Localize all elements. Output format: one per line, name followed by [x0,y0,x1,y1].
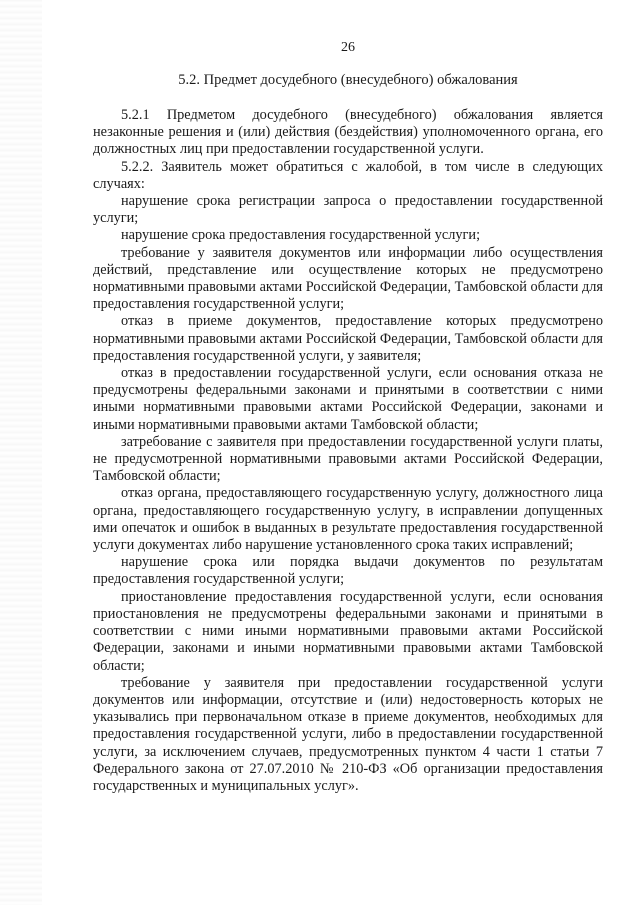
section-title: 5.2. Предмет досудебного (внесудебного) обжалования [178,72,518,88]
list-item: отказ органа, предоставляющего государственную услугу, должностного лица органа, предоставляющего государственную услугу, в исправлении допущенных ими опечаток и ошибок в выданных в результате предоставления государственной услуги документах либо нарушение установленного срока таких исправлений; [93,485,603,554]
list-item: отказ в приеме документов, предоставление которых предусмотрено нормативными правовыми актами Российской Федерации, Тамбовской области для предоставления государственной услуги, у заявителя; [93,313,603,364]
scan-edge-noise [0,0,42,905]
paragraph-5-2-2: 5.2.2. Заявитель может обратиться с жалобой, в том числе в следующих случаях: [93,158,603,192]
document-page [93,40,603,795]
list-item: требование у заявителя при предоставлении государственной услуги документов или информации, отсутствие и (или) недостоверность которых не указывались при первоначальном отказе в приеме документов, необходимых для предоставления государственной услуги, либо в предоставлении государственной услуги, за исключением случаев, предусмотренных пунктом 4 части 1 статьи 7 Федерального закона от 27.07.2010 № 210-ФЗ «Об организации предоставления государственных и муниципальных услуг». [93,674,603,794]
list-item: приостановление предоставления государственной услуги, если основания приостановления не предусмотрены федеральными законами и принятыми в соответствии с ними иными нормативными правовыми актами Российской Федерации, законами и иными нормативными правовыми актами Тамбовской области; [93,588,603,674]
list-item: отказ в предоставлении государственной услуги, если основания отказа не предусмотрены федеральными законами и принятыми в соответствии с ними иными нормативными правовыми актами Российской Федерации, законами и иными нормативными правовыми актами Тамбовской области; [93,365,603,433]
list-item: требование у заявителя документов или информации либо осуществления действий, представление или осуществление которых не предусмотрено нормативными правовыми актами Российской Федерации, Тамбовской области для предоставления государственной услуги; [93,244,603,313]
list-item: затребование с заявителя при предоставлении государственной услуги платы, не предусмотренной нормативными правовыми актами Российской Федерации, Тамбовской области; [93,433,603,485]
list-item: нарушение срока регистрации запроса о предоставлении государственной услуги; [93,193,603,227]
list-item: нарушение срока или порядка выдачи документов по результатам предоставления государственной услуги; [93,554,603,588]
list-item: нарушение срока предоставления государственной услуги; [121,227,481,244]
paragraph-5-2-1: 5.2.1 Предметом досудебного (внесудебного) обжалования является незаконные решения и (или) действия (бездействия) уполномоченного органа, его должностных лиц при предоставлении государственной услуги. [93,107,603,158]
page-number: 26 [341,40,355,55]
